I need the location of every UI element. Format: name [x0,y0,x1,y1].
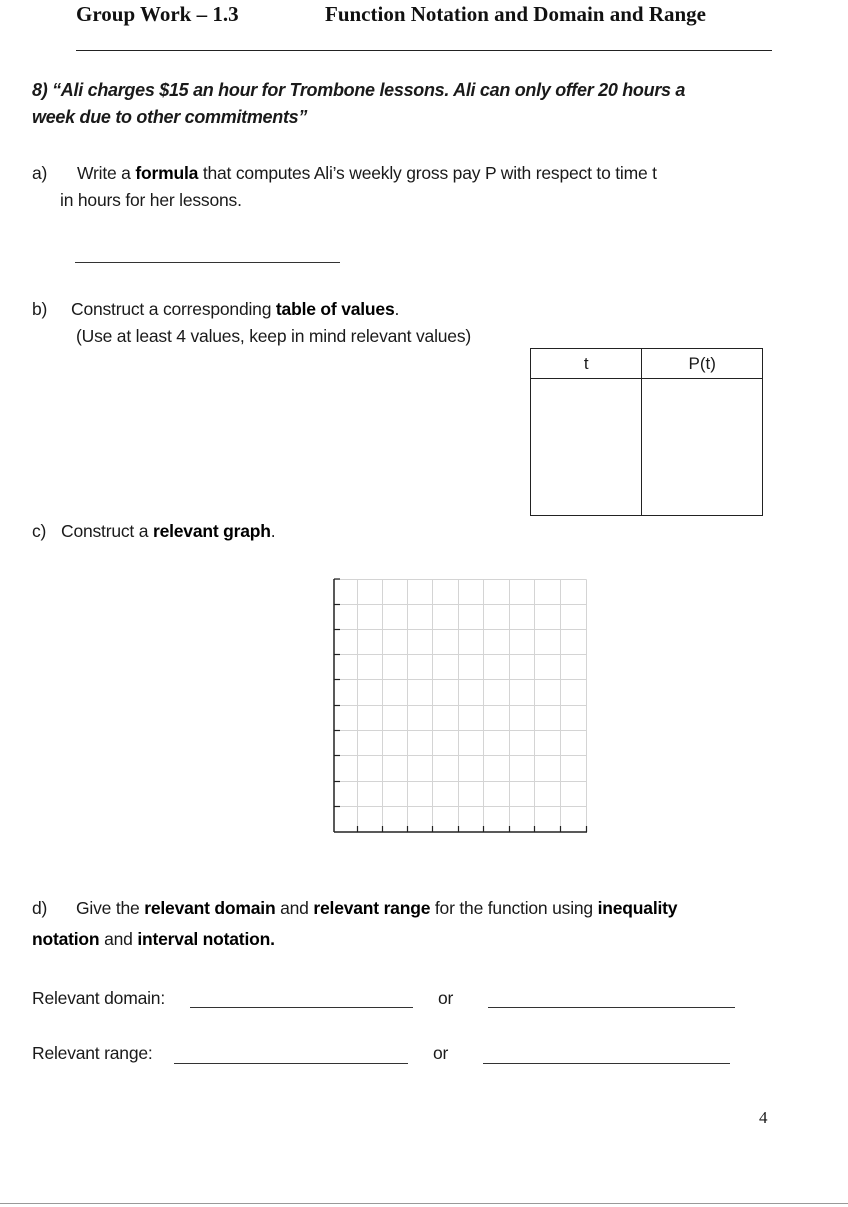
relevant-domain-label: Relevant domain: [32,988,165,1008]
part-a-label: a) [32,163,48,183]
part-d-line-2: notation and interval notation. [32,929,275,949]
part-b-line-2: (Use at least 4 values, keep in mind relevant values) [76,326,472,346]
part-a-line-1: Write a formula that computes Ali’s weekly gross pay P with respect to time t [77,163,657,183]
blank-graph-grid[interactable] [326,576,592,838]
table-cell-pt[interactable] [642,379,763,516]
header-divider [76,50,772,51]
header-title: Function Notation and Domain and Range [325,2,706,26]
formula-answer-line[interactable] [75,262,340,263]
part-d-label: d) [32,898,48,918]
table-header-t: t [531,349,642,379]
question-line-1: 8) “Ali charges $15 an hour for Trombone lessons. Ali can only offer 20 hours a [32,80,686,100]
question-line-2: week due to other commitments” [32,107,308,127]
page-number: 4 [759,1108,768,1127]
part-c-label: c) [32,521,47,541]
grid-lines [335,580,587,832]
range-or: or [433,1043,449,1063]
table-header-pt: P(t) [642,349,763,379]
range-interval-line[interactable] [483,1063,730,1064]
domain-inequality-line[interactable] [190,1007,413,1008]
part-b-label: b) [32,299,48,319]
part-a-line-2: in hours for her lessons. [60,190,242,210]
table-of-values [530,348,763,516]
domain-or: or [438,988,454,1008]
header-left: Group Work – 1.3 [76,2,239,26]
range-inequality-line[interactable] [174,1063,408,1064]
part-d-line-1: Give the relevant domain and relevant range for the function using inequality [76,898,678,918]
part-b-line-1: Construct a corresponding table of values. [71,299,400,319]
relevant-range-label: Relevant range: [32,1043,153,1063]
part-c-line: Construct a relevant graph. [61,521,276,541]
domain-interval-line[interactable] [488,1007,735,1008]
table-cell-t[interactable] [531,379,642,516]
page-bottom-edge [0,1203,848,1204]
